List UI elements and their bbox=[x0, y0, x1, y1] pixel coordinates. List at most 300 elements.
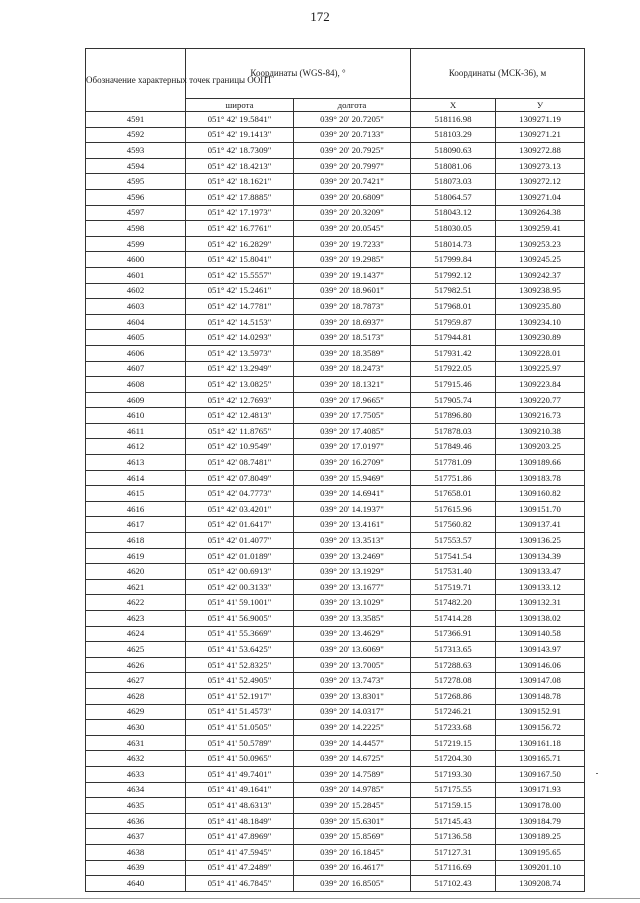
cell-longitude: 039° 20' 18.3589" bbox=[294, 345, 411, 361]
cell-y: 1309228.01 bbox=[496, 345, 585, 361]
cell-y: 1309134.39 bbox=[496, 548, 585, 564]
cell-latitude: 051° 41' 47.2489" bbox=[186, 860, 294, 876]
cell-latitude: 051° 41' 52.1917" bbox=[186, 688, 294, 704]
cell-x: 517849.46 bbox=[411, 439, 496, 455]
cell-point-id: 4598 bbox=[86, 221, 186, 237]
table-row bbox=[86, 501, 585, 517]
cell-latitude: 051° 42' 13.0825" bbox=[186, 377, 294, 393]
cell-point-id: 4628 bbox=[86, 688, 186, 704]
cell-point-id: 4633 bbox=[86, 766, 186, 782]
margin-mark bbox=[596, 773, 598, 774]
table-row bbox=[86, 127, 585, 143]
header-x: X bbox=[411, 99, 496, 112]
cell-x: 517246.21 bbox=[411, 704, 496, 720]
table-row bbox=[86, 844, 585, 860]
cell-point-id: 4626 bbox=[86, 657, 186, 673]
cell-latitude: 051° 42' 17.1973" bbox=[186, 205, 294, 221]
cell-longitude: 039° 20' 13.7005" bbox=[294, 657, 411, 673]
cell-y: 1309264.38 bbox=[496, 205, 585, 221]
table-row bbox=[86, 782, 585, 798]
table-row bbox=[86, 751, 585, 767]
cell-longitude: 039° 20' 20.3209" bbox=[294, 205, 411, 221]
cell-longitude: 039° 20' 20.0545" bbox=[294, 221, 411, 237]
cell-y: 1309161.18 bbox=[496, 735, 585, 751]
cell-y: 1309156.72 bbox=[496, 720, 585, 736]
cell-x: 517145.43 bbox=[411, 813, 496, 829]
cell-latitude: 051° 42' 18.4213" bbox=[186, 158, 294, 174]
cell-y: 1309140.58 bbox=[496, 626, 585, 642]
cell-x: 517175.55 bbox=[411, 782, 496, 798]
cell-latitude: 051° 42' 15.8041" bbox=[186, 252, 294, 268]
cell-point-id: 4618 bbox=[86, 533, 186, 549]
cell-y: 1309171.93 bbox=[496, 782, 585, 798]
cell-y: 1309132.31 bbox=[496, 595, 585, 611]
cell-longitude: 039° 20' 20.7925" bbox=[294, 143, 411, 159]
cell-y: 1309165.71 bbox=[496, 751, 585, 767]
cell-point-id: 4611 bbox=[86, 423, 186, 439]
cell-y: 1309271.04 bbox=[496, 189, 585, 205]
cell-y: 1309259.41 bbox=[496, 221, 585, 237]
cell-x: 517219.15 bbox=[411, 735, 496, 751]
cell-y: 1309203.25 bbox=[496, 439, 585, 455]
table-row bbox=[86, 860, 585, 876]
cell-y: 1309225.97 bbox=[496, 361, 585, 377]
cell-latitude: 051° 42' 14.7781" bbox=[186, 299, 294, 315]
cell-y: 1309151.70 bbox=[496, 501, 585, 517]
page-bottom-rule bbox=[0, 898, 640, 899]
cell-y: 1309216.73 bbox=[496, 408, 585, 424]
table-row bbox=[86, 299, 585, 315]
cell-latitude: 051° 41' 49.7401" bbox=[186, 766, 294, 782]
cell-y: 1309138.02 bbox=[496, 611, 585, 627]
cell-latitude: 051° 42' 08.7481" bbox=[186, 455, 294, 471]
table-row bbox=[86, 876, 585, 892]
cell-y: 1309183.78 bbox=[496, 470, 585, 486]
header-wgs84: Координаты (WGS-84), ° bbox=[186, 49, 411, 99]
cell-point-id: 4613 bbox=[86, 455, 186, 471]
cell-x: 518073.03 bbox=[411, 174, 496, 190]
table-row bbox=[86, 735, 585, 751]
cell-latitude: 051° 42' 03.4201" bbox=[186, 501, 294, 517]
cell-point-id: 4625 bbox=[86, 642, 186, 658]
cell-longitude: 039° 20' 17.7505" bbox=[294, 408, 411, 424]
table-row bbox=[86, 626, 585, 642]
cell-longitude: 039° 20' 19.7233" bbox=[294, 236, 411, 252]
table-row bbox=[86, 688, 585, 704]
cell-latitude: 051° 42' 15.2461" bbox=[186, 283, 294, 299]
table-row bbox=[86, 579, 585, 595]
table-row bbox=[86, 642, 585, 658]
table-row bbox=[86, 595, 585, 611]
cell-point-id: 4620 bbox=[86, 564, 186, 580]
cell-latitude: 051° 42' 12.7693" bbox=[186, 392, 294, 408]
cell-longitude: 039° 20' 16.2709" bbox=[294, 455, 411, 471]
table-row bbox=[86, 470, 585, 486]
cell-y: 1309133.47 bbox=[496, 564, 585, 580]
cell-point-id: 4603 bbox=[86, 299, 186, 315]
cell-latitude: 051° 42' 19.5841" bbox=[186, 112, 294, 128]
cell-longitude: 039° 20' 18.6937" bbox=[294, 314, 411, 330]
cell-longitude: 039° 20' 17.4085" bbox=[294, 423, 411, 439]
table-row bbox=[86, 392, 585, 408]
cell-point-id: 4634 bbox=[86, 782, 186, 798]
cell-y: 1309272.12 bbox=[496, 174, 585, 190]
cell-latitude: 051° 42' 13.2949" bbox=[186, 361, 294, 377]
cell-point-id: 4617 bbox=[86, 517, 186, 533]
cell-latitude: 051° 41' 51.0505" bbox=[186, 720, 294, 736]
cell-latitude: 051° 42' 01.6417" bbox=[186, 517, 294, 533]
cell-longitude: 039° 20' 18.2473" bbox=[294, 361, 411, 377]
table-body bbox=[86, 112, 585, 892]
cell-x: 517136.58 bbox=[411, 829, 496, 845]
cell-x: 517999.84 bbox=[411, 252, 496, 268]
cell-x: 518116.98 bbox=[411, 112, 496, 128]
cell-longitude: 039° 20' 16.1845" bbox=[294, 844, 411, 860]
cell-y: 1309220.77 bbox=[496, 392, 585, 408]
cell-x: 517414.28 bbox=[411, 611, 496, 627]
table-row bbox=[86, 267, 585, 283]
cell-x: 517751.86 bbox=[411, 470, 496, 486]
table-row bbox=[86, 423, 585, 439]
table-row bbox=[86, 439, 585, 455]
cell-point-id: 4632 bbox=[86, 751, 186, 767]
cell-point-id: 4624 bbox=[86, 626, 186, 642]
cell-y: 1309253.23 bbox=[496, 236, 585, 252]
cell-point-id: 4612 bbox=[86, 439, 186, 455]
cell-x: 517531.40 bbox=[411, 564, 496, 580]
cell-y: 1309230.89 bbox=[496, 330, 585, 346]
cell-latitude: 051° 42' 01.0189" bbox=[186, 548, 294, 564]
cell-point-id: 4594 bbox=[86, 158, 186, 174]
table-row bbox=[86, 766, 585, 782]
cell-x: 517519.71 bbox=[411, 579, 496, 595]
cell-latitude: 051° 42' 16.7761" bbox=[186, 221, 294, 237]
cell-latitude: 051° 42' 13.5973" bbox=[186, 345, 294, 361]
cell-x: 517560.82 bbox=[411, 517, 496, 533]
cell-longitude: 039° 20' 13.7473" bbox=[294, 673, 411, 689]
cell-longitude: 039° 20' 20.7205" bbox=[294, 112, 411, 128]
cell-point-id: 4635 bbox=[86, 798, 186, 814]
cell-longitude: 039° 20' 14.0317" bbox=[294, 704, 411, 720]
cell-point-id: 4614 bbox=[86, 470, 186, 486]
cell-longitude: 039° 20' 15.9469" bbox=[294, 470, 411, 486]
table-row bbox=[86, 813, 585, 829]
cell-longitude: 039° 20' 18.1321" bbox=[294, 377, 411, 393]
table-row bbox=[86, 205, 585, 221]
cell-y: 1309184.79 bbox=[496, 813, 585, 829]
cell-point-id: 4606 bbox=[86, 345, 186, 361]
cell-point-id: 4610 bbox=[86, 408, 186, 424]
cell-longitude: 039° 20' 15.8569" bbox=[294, 829, 411, 845]
cell-latitude: 051° 41' 52.8325" bbox=[186, 657, 294, 673]
table-row bbox=[86, 377, 585, 393]
table-row bbox=[86, 174, 585, 190]
cell-latitude: 051° 41' 49.1641" bbox=[186, 782, 294, 798]
cell-longitude: 039° 20' 13.1029" bbox=[294, 595, 411, 611]
cell-x: 517553.57 bbox=[411, 533, 496, 549]
cell-longitude: 039° 20' 13.4629" bbox=[294, 626, 411, 642]
cell-latitude: 051° 42' 10.9549" bbox=[186, 439, 294, 455]
cell-latitude: 051° 42' 00.3133" bbox=[186, 579, 294, 595]
cell-y: 1309147.08 bbox=[496, 673, 585, 689]
cell-y: 1309160.82 bbox=[496, 486, 585, 502]
cell-point-id: 4601 bbox=[86, 267, 186, 283]
cell-y: 1309271.19 bbox=[496, 112, 585, 128]
cell-y: 1309238.95 bbox=[496, 283, 585, 299]
cell-longitude: 039° 20' 20.7133" bbox=[294, 127, 411, 143]
cell-latitude: 051° 42' 01.4077" bbox=[186, 533, 294, 549]
header-point-id: Обозначение характерных точек границы ООПТ bbox=[86, 49, 186, 112]
cell-point-id: 4623 bbox=[86, 611, 186, 627]
cell-latitude: 051° 41' 50.5789" bbox=[186, 735, 294, 751]
cell-point-id: 4593 bbox=[86, 143, 186, 159]
cell-longitude: 039° 20' 14.7589" bbox=[294, 766, 411, 782]
cell-y: 1309208.74 bbox=[496, 876, 585, 892]
table-row bbox=[86, 361, 585, 377]
cell-x: 517896.80 bbox=[411, 408, 496, 424]
cell-x: 517959.87 bbox=[411, 314, 496, 330]
cell-longitude: 039° 20' 20.7997" bbox=[294, 158, 411, 174]
cell-x: 517313.65 bbox=[411, 642, 496, 658]
cell-y: 1309136.25 bbox=[496, 533, 585, 549]
cell-longitude: 039° 20' 14.6725" bbox=[294, 751, 411, 767]
table-row bbox=[86, 657, 585, 673]
cell-latitude: 051° 42' 14.0293" bbox=[186, 330, 294, 346]
cell-latitude: 051° 41' 48.6313" bbox=[186, 798, 294, 814]
cell-latitude: 051° 42' 18.7309" bbox=[186, 143, 294, 159]
cell-x: 517992.12 bbox=[411, 267, 496, 283]
cell-point-id: 4592 bbox=[86, 127, 186, 143]
cell-longitude: 039° 20' 19.2985" bbox=[294, 252, 411, 268]
cell-longitude: 039° 20' 14.9785" bbox=[294, 782, 411, 798]
cell-point-id: 4637 bbox=[86, 829, 186, 845]
cell-longitude: 039° 20' 20.6809" bbox=[294, 189, 411, 205]
table-row bbox=[86, 611, 585, 627]
table-row bbox=[86, 798, 585, 814]
cell-x: 517878.03 bbox=[411, 423, 496, 439]
cell-x: 517944.81 bbox=[411, 330, 496, 346]
cell-point-id: 4619 bbox=[86, 548, 186, 564]
cell-longitude: 039° 20' 16.8505" bbox=[294, 876, 411, 892]
cell-longitude: 039° 20' 20.7421" bbox=[294, 174, 411, 190]
header-latitude: широта bbox=[186, 99, 294, 112]
cell-latitude: 051° 42' 14.5153" bbox=[186, 314, 294, 330]
table-row bbox=[86, 345, 585, 361]
cell-x: 517116.69 bbox=[411, 860, 496, 876]
cell-longitude: 039° 20' 13.3513" bbox=[294, 533, 411, 549]
cell-y: 1309178.00 bbox=[496, 798, 585, 814]
table-row bbox=[86, 252, 585, 268]
cell-y: 1309273.13 bbox=[496, 158, 585, 174]
cell-latitude: 051° 42' 19.1413" bbox=[186, 127, 294, 143]
table-row bbox=[86, 564, 585, 580]
cell-point-id: 4638 bbox=[86, 844, 186, 860]
cell-latitude: 051° 42' 15.5557" bbox=[186, 267, 294, 283]
cell-point-id: 4609 bbox=[86, 392, 186, 408]
cell-point-id: 4621 bbox=[86, 579, 186, 595]
cell-point-id: 4599 bbox=[86, 236, 186, 252]
cell-point-id: 4605 bbox=[86, 330, 186, 346]
cell-x: 517482.20 bbox=[411, 595, 496, 611]
cell-y: 1309201.10 bbox=[496, 860, 585, 876]
cell-x: 517233.68 bbox=[411, 720, 496, 736]
cell-x: 517982.51 bbox=[411, 283, 496, 299]
cell-y: 1309167.50 bbox=[496, 766, 585, 782]
header-longitude: долгота bbox=[294, 99, 411, 112]
table-row bbox=[86, 158, 585, 174]
cell-longitude: 039° 20' 13.1677" bbox=[294, 579, 411, 595]
table-row bbox=[86, 704, 585, 720]
cell-longitude: 039° 20' 17.0197" bbox=[294, 439, 411, 455]
cell-latitude: 051° 41' 59.1001" bbox=[186, 595, 294, 611]
table-row bbox=[86, 455, 585, 471]
cell-y: 1309143.97 bbox=[496, 642, 585, 658]
cell-x: 517922.05 bbox=[411, 361, 496, 377]
cell-x: 517288.63 bbox=[411, 657, 496, 673]
cell-latitude: 051° 42' 11.8765" bbox=[186, 423, 294, 439]
table-row bbox=[86, 486, 585, 502]
coordinates-table bbox=[85, 48, 585, 892]
cell-longitude: 039° 20' 13.2469" bbox=[294, 548, 411, 564]
cell-point-id: 4604 bbox=[86, 314, 186, 330]
cell-point-id: 4597 bbox=[86, 205, 186, 221]
cell-longitude: 039° 20' 14.4457" bbox=[294, 735, 411, 751]
cell-x: 517366.91 bbox=[411, 626, 496, 642]
header-y: У bbox=[496, 99, 585, 112]
cell-longitude: 039° 20' 14.2225" bbox=[294, 720, 411, 736]
cell-latitude: 051° 42' 12.4813" bbox=[186, 408, 294, 424]
cell-longitude: 039° 20' 18.5173" bbox=[294, 330, 411, 346]
cell-longitude: 039° 20' 13.3585" bbox=[294, 611, 411, 627]
cell-x: 517193.30 bbox=[411, 766, 496, 782]
cell-x: 518090.63 bbox=[411, 143, 496, 159]
cell-y: 1309234.10 bbox=[496, 314, 585, 330]
cell-latitude: 051° 41' 55.3669" bbox=[186, 626, 294, 642]
cell-point-id: 4608 bbox=[86, 377, 186, 393]
cell-y: 1309210.38 bbox=[496, 423, 585, 439]
cell-x: 517931.42 bbox=[411, 345, 496, 361]
table-row bbox=[86, 221, 585, 237]
header-msk36: Координаты (МСК-36), м bbox=[411, 49, 585, 99]
cell-x: 517658.01 bbox=[411, 486, 496, 502]
cell-x: 518081.06 bbox=[411, 158, 496, 174]
cell-longitude: 039° 20' 14.6941" bbox=[294, 486, 411, 502]
cell-longitude: 039° 20' 18.9601" bbox=[294, 283, 411, 299]
table-row bbox=[86, 283, 585, 299]
cell-latitude: 051° 41' 47.8969" bbox=[186, 829, 294, 845]
cell-point-id: 4627 bbox=[86, 673, 186, 689]
table-row bbox=[86, 548, 585, 564]
cell-longitude: 039° 20' 15.6301" bbox=[294, 813, 411, 829]
cell-longitude: 039° 20' 13.4161" bbox=[294, 517, 411, 533]
cell-latitude: 051° 42' 04.7773" bbox=[186, 486, 294, 502]
cell-x: 517268.86 bbox=[411, 688, 496, 704]
cell-point-id: 4615 bbox=[86, 486, 186, 502]
cell-longitude: 039° 20' 19.1437" bbox=[294, 267, 411, 283]
cell-x: 517159.15 bbox=[411, 798, 496, 814]
cell-latitude: 051° 41' 47.5945" bbox=[186, 844, 294, 860]
cell-y: 1309272.88 bbox=[496, 143, 585, 159]
cell-x: 518103.29 bbox=[411, 127, 496, 143]
cell-longitude: 039° 20' 18.7873" bbox=[294, 299, 411, 315]
cell-y: 1309223.84 bbox=[496, 377, 585, 393]
cell-point-id: 4631 bbox=[86, 735, 186, 751]
cell-latitude: 051° 42' 07.8049" bbox=[186, 470, 294, 486]
cell-point-id: 4596 bbox=[86, 189, 186, 205]
cell-point-id: 4591 bbox=[86, 112, 186, 128]
cell-x: 517968.01 bbox=[411, 299, 496, 315]
cell-longitude: 039° 20' 14.1937" bbox=[294, 501, 411, 517]
table-row bbox=[86, 143, 585, 159]
cell-longitude: 039° 20' 16.4617" bbox=[294, 860, 411, 876]
cell-point-id: 4602 bbox=[86, 283, 186, 299]
cell-longitude: 039° 20' 17.9665" bbox=[294, 392, 411, 408]
cell-longitude: 039° 20' 15.2845" bbox=[294, 798, 411, 814]
cell-y: 1309137.41 bbox=[496, 517, 585, 533]
table-row bbox=[86, 517, 585, 533]
cell-x: 518043.12 bbox=[411, 205, 496, 221]
cell-point-id: 4616 bbox=[86, 501, 186, 517]
cell-point-id: 4607 bbox=[86, 361, 186, 377]
cell-latitude: 051° 42' 00.6913" bbox=[186, 564, 294, 580]
cell-latitude: 051° 42' 17.8885" bbox=[186, 189, 294, 205]
cell-point-id: 4639 bbox=[86, 860, 186, 876]
cell-latitude: 051° 41' 46.7845" bbox=[186, 876, 294, 892]
cell-latitude: 051° 42' 16.2829" bbox=[186, 236, 294, 252]
table-row bbox=[86, 314, 585, 330]
cell-latitude: 051° 41' 51.4573" bbox=[186, 704, 294, 720]
cell-y: 1309189.66 bbox=[496, 455, 585, 471]
cell-longitude: 039° 20' 13.6069" bbox=[294, 642, 411, 658]
cell-point-id: 4595 bbox=[86, 174, 186, 190]
cell-x: 517278.08 bbox=[411, 673, 496, 689]
cell-x: 517102.43 bbox=[411, 876, 496, 892]
cell-y: 1309133.12 bbox=[496, 579, 585, 595]
cell-y: 1309146.06 bbox=[496, 657, 585, 673]
cell-latitude: 051° 41' 48.1849" bbox=[186, 813, 294, 829]
cell-longitude: 039° 20' 13.8301" bbox=[294, 688, 411, 704]
cell-point-id: 4629 bbox=[86, 704, 186, 720]
cell-latitude: 051° 41' 52.4905" bbox=[186, 673, 294, 689]
cell-y: 1309189.25 bbox=[496, 829, 585, 845]
cell-y: 1309271.21 bbox=[496, 127, 585, 143]
cell-x: 517781.09 bbox=[411, 455, 496, 471]
cell-x: 517915.46 bbox=[411, 377, 496, 393]
cell-x: 517905.74 bbox=[411, 392, 496, 408]
cell-x: 517615.96 bbox=[411, 501, 496, 517]
cell-y: 1309152.91 bbox=[496, 704, 585, 720]
cell-point-id: 4640 bbox=[86, 876, 186, 892]
cell-x: 517204.30 bbox=[411, 751, 496, 767]
table-row bbox=[86, 829, 585, 845]
table-row bbox=[86, 533, 585, 549]
cell-y: 1309148.78 bbox=[496, 688, 585, 704]
table-row bbox=[86, 330, 585, 346]
cell-x: 518064.57 bbox=[411, 189, 496, 205]
cell-point-id: 4600 bbox=[86, 252, 186, 268]
table-row bbox=[86, 189, 585, 205]
page-number: 172 bbox=[310, 9, 330, 24]
table-row bbox=[86, 112, 585, 128]
cell-y: 1309195.65 bbox=[496, 844, 585, 860]
cell-x: 517127.31 bbox=[411, 844, 496, 860]
cell-latitude: 051° 42' 18.1621" bbox=[186, 174, 294, 190]
cell-y: 1309242.37 bbox=[496, 267, 585, 283]
cell-latitude: 051° 41' 53.6425" bbox=[186, 642, 294, 658]
cell-x: 518014.73 bbox=[411, 236, 496, 252]
table-row bbox=[86, 408, 585, 424]
cell-point-id: 4622 bbox=[86, 595, 186, 611]
